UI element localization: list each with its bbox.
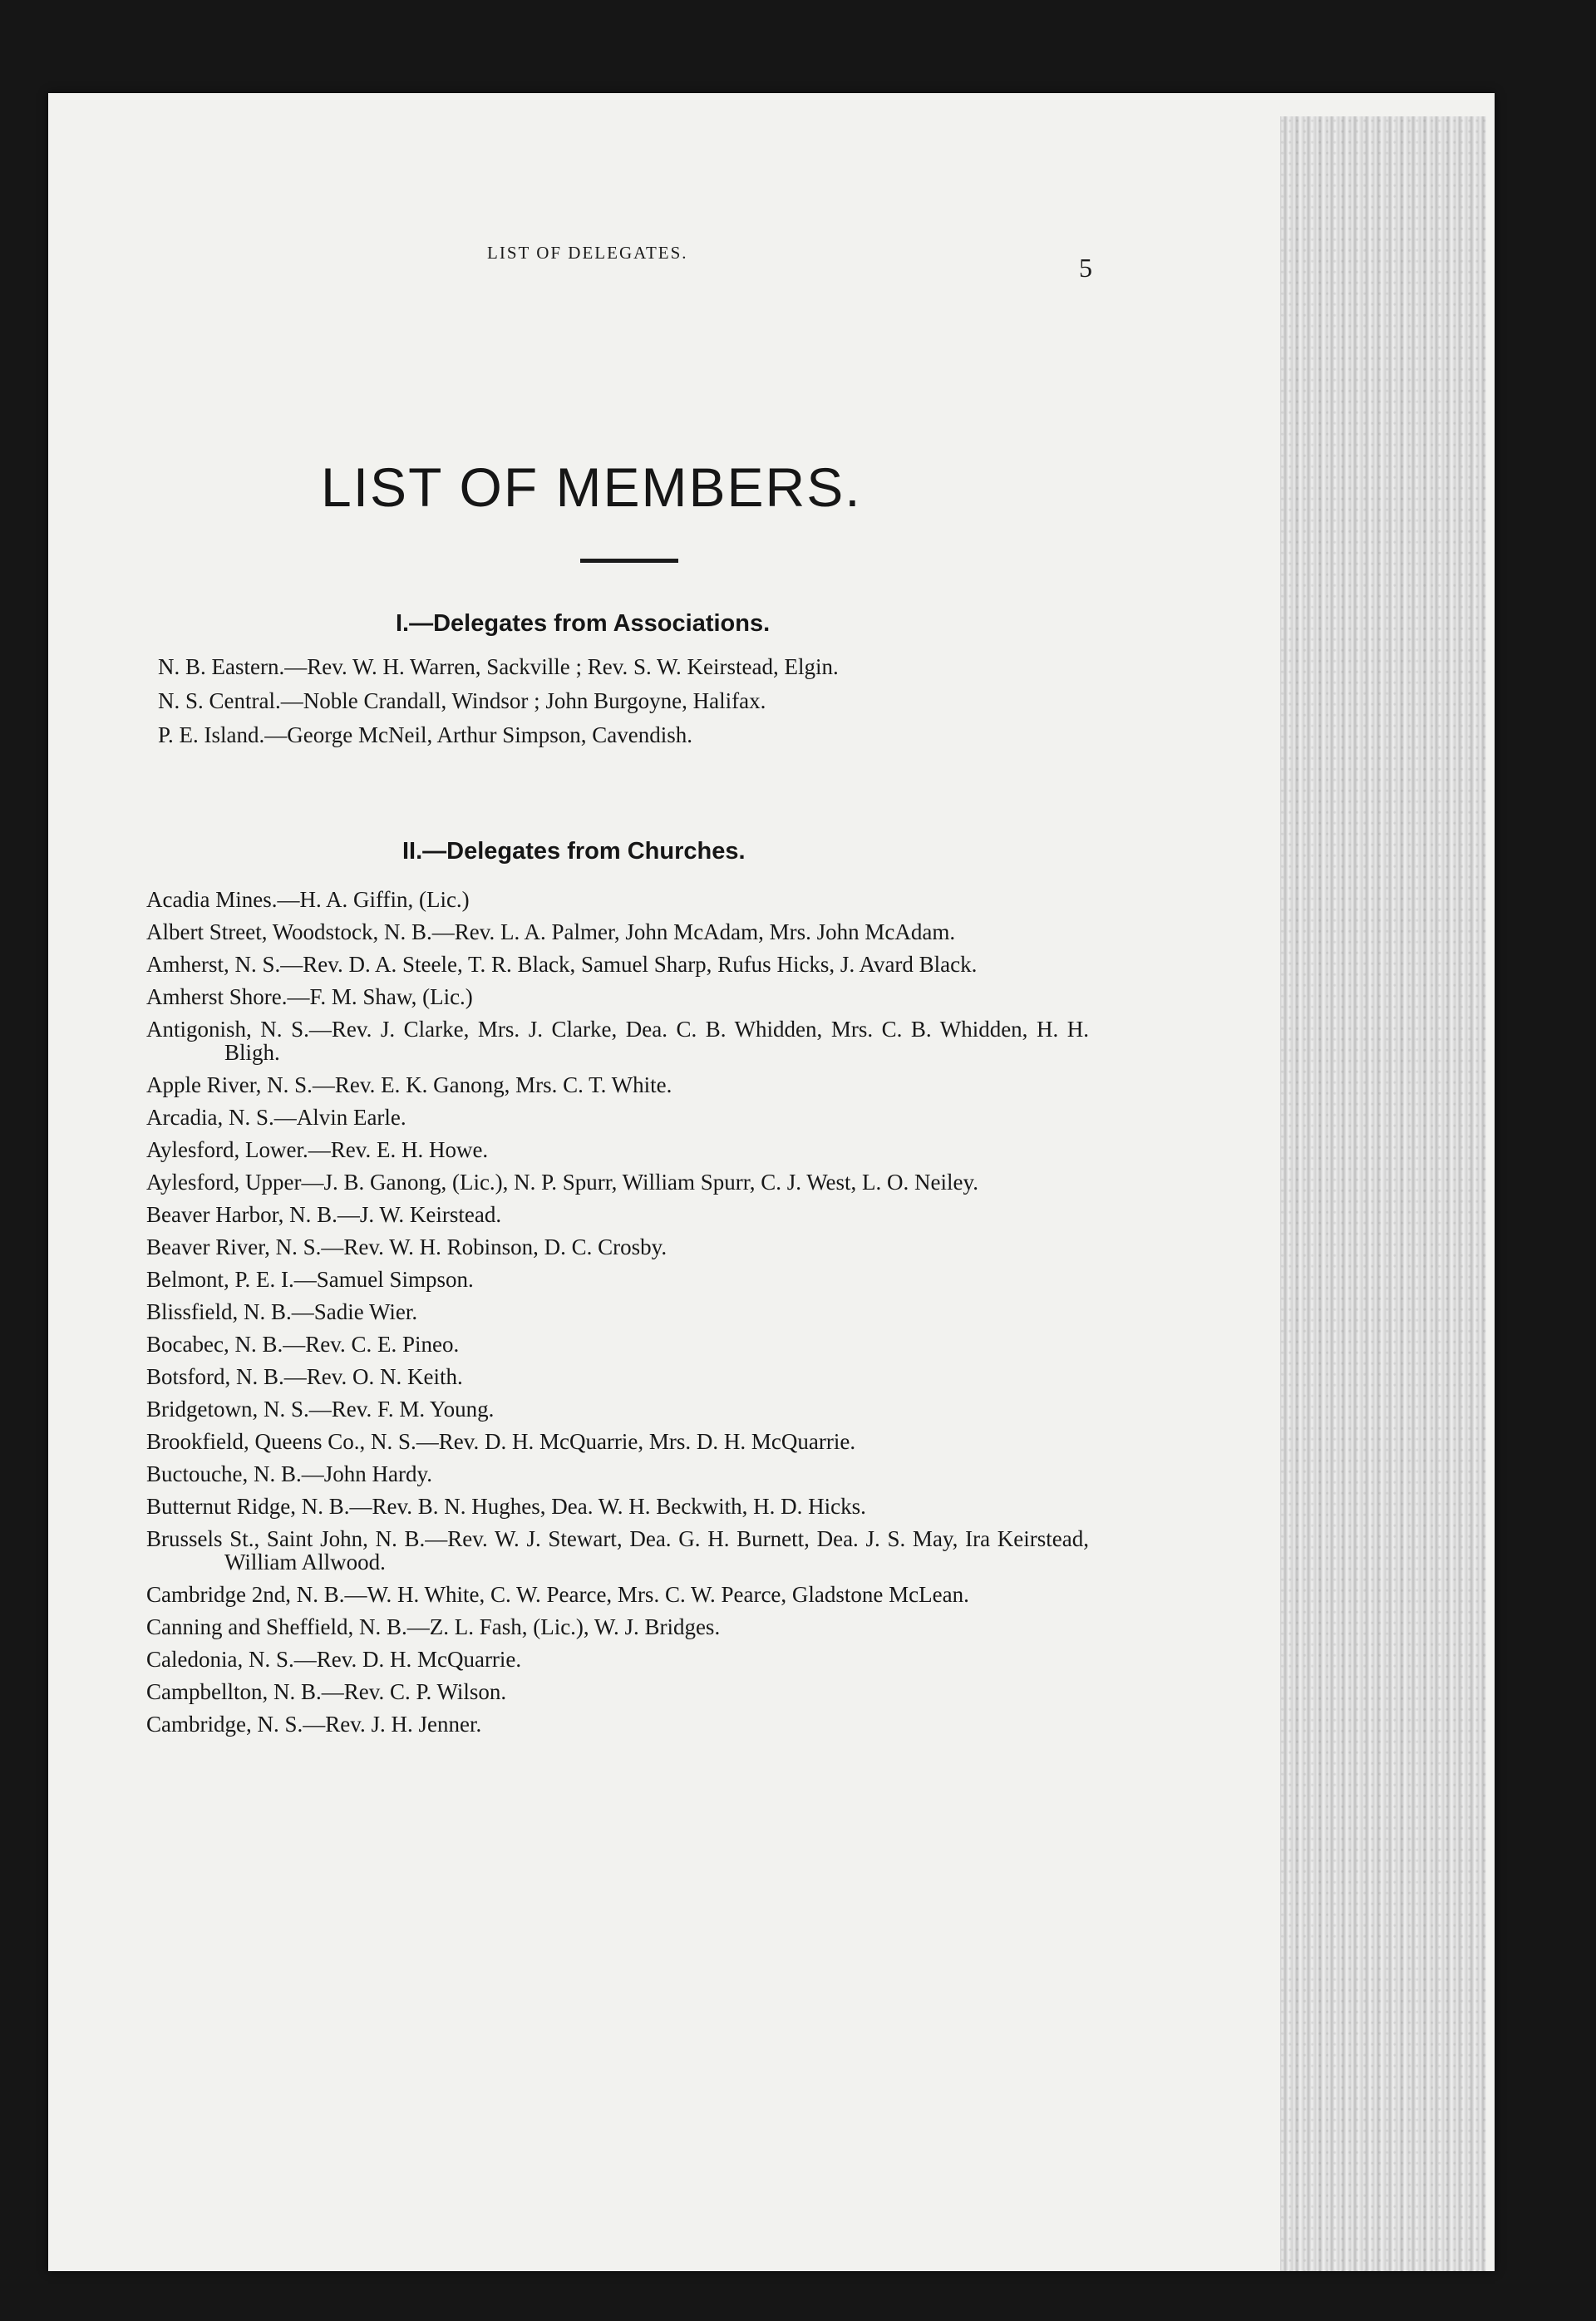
section-heading-associations: I.—Delegates from Associations. xyxy=(396,610,771,637)
list-item: Cambridge, N. S.—Rev. J. H. Jenner. xyxy=(146,1712,482,1737)
list-item: Albert Street, Woodstock, N. B.—Rev. L. A. Palmer, John McAdam, Mrs. John McAdam. xyxy=(146,919,956,944)
list-item: Brussels St., Saint John, N. B.—Rev. W. J. Stewart, Dea. G. H. Burnett, Dea. J. S. May, Ira Keirstead, William Allwood. xyxy=(146,1526,1089,1574)
list-item: N. S. Central.—Noble Crandall, Windsor ; John Burgoyne, Halifax. xyxy=(158,688,766,713)
list-item: Bridgetown, N. S.—Rev. F. M. Young. xyxy=(146,1397,495,1422)
list-item: Buctouche, N. B.—John Hardy. xyxy=(146,1461,432,1486)
list-item: Acadia Mines.—H. A. Giffin, (Lic.) xyxy=(146,887,470,912)
list-item: Arcadia, N. S.—Alvin Earle. xyxy=(146,1105,406,1130)
list-item: N. B. Eastern.—Rev. W. H. Warren, Sackville ; Rev. S. W. Keirstead, Elgin. xyxy=(158,654,839,679)
list-item: Cambridge 2nd, N. B.—W. H. White, C. W. Pearce, Mrs. C. W. Pearce, Gladstone McLean. xyxy=(146,1582,969,1607)
list-item: Brookfield, Queens Co., N. S.—Rev. D. H. McQuarrie, Mrs. D. H. McQuarrie. xyxy=(146,1429,856,1454)
page-title: LIST OF MEMBERS. xyxy=(321,456,862,518)
list-item: Amherst, N. S.—Rev. D. A. Steele, T. R. Black, Samuel Sharp, Rufus Hicks, J. Avard Black. xyxy=(146,952,978,977)
list-item: Apple River, N. S.—Rev. E. K. Ganong, Mrs. C. T. White. xyxy=(146,1072,672,1097)
title-divider xyxy=(580,559,678,563)
list-item: Bocabec, N. B.—Rev. C. E. Pineo. xyxy=(146,1332,460,1357)
section-heading-churches: II.—Delegates from Churches. xyxy=(402,838,746,865)
list-item: Canning and Sheffield, N. B.—Z. L. Fash, (Lic.), W. J. Bridges. xyxy=(146,1614,721,1639)
running-header: LIST OF DELEGATES. xyxy=(487,243,688,263)
association-delegates-list xyxy=(158,655,1089,757)
list-item: Campbellton, N. B.—Rev. C. P. Wilson. xyxy=(146,1679,507,1704)
list-item: Antigonish, N. S.—Rev. J. Clarke, Mrs. J. Clarke, Dea. C. B. Whidden, Mrs. C. B. Whidden, H. H. Bligh. xyxy=(146,1017,1089,1065)
list-item: Belmont, P. E. I.—Samuel Simpson. xyxy=(146,1267,474,1292)
list-item: Aylesford, Upper—J. B. Ganong, (Lic.), N. P. Spurr, William Spurr, C. J. West, L. O. Neiley. xyxy=(146,1170,978,1195)
list-item: Aylesford, Lower.—Rev. E. H. Howe. xyxy=(146,1137,489,1162)
list-item: Beaver Harbor, N. B.—J. W. Keirstead. xyxy=(146,1202,502,1227)
page-edges xyxy=(1280,116,1486,2271)
page-number: 5 xyxy=(1079,253,1092,283)
list-item: Blissfield, N. B.—Sadie Wier. xyxy=(146,1299,418,1324)
list-item: Caledonia, N. S.—Rev. D. H. McQuarrie. xyxy=(146,1647,522,1672)
list-item: Butternut Ridge, N. B.—Rev. B. N. Hughes, Dea. W. H. Beckwith, H. D. Hicks. xyxy=(146,1494,866,1519)
list-item: Botsford, N. B.—Rev. O. N. Keith. xyxy=(146,1364,463,1389)
list-item: Amherst Shore.—F. M. Shaw, (Lic.) xyxy=(146,984,473,1009)
list-item: P. E. Island.—George McNeil, Arthur Simpson, Cavendish. xyxy=(158,722,692,747)
church-delegates-list xyxy=(146,888,1089,1745)
list-item: Beaver River, N. S.—Rev. W. H. Robinson, D. C. Crosby. xyxy=(146,1234,667,1259)
